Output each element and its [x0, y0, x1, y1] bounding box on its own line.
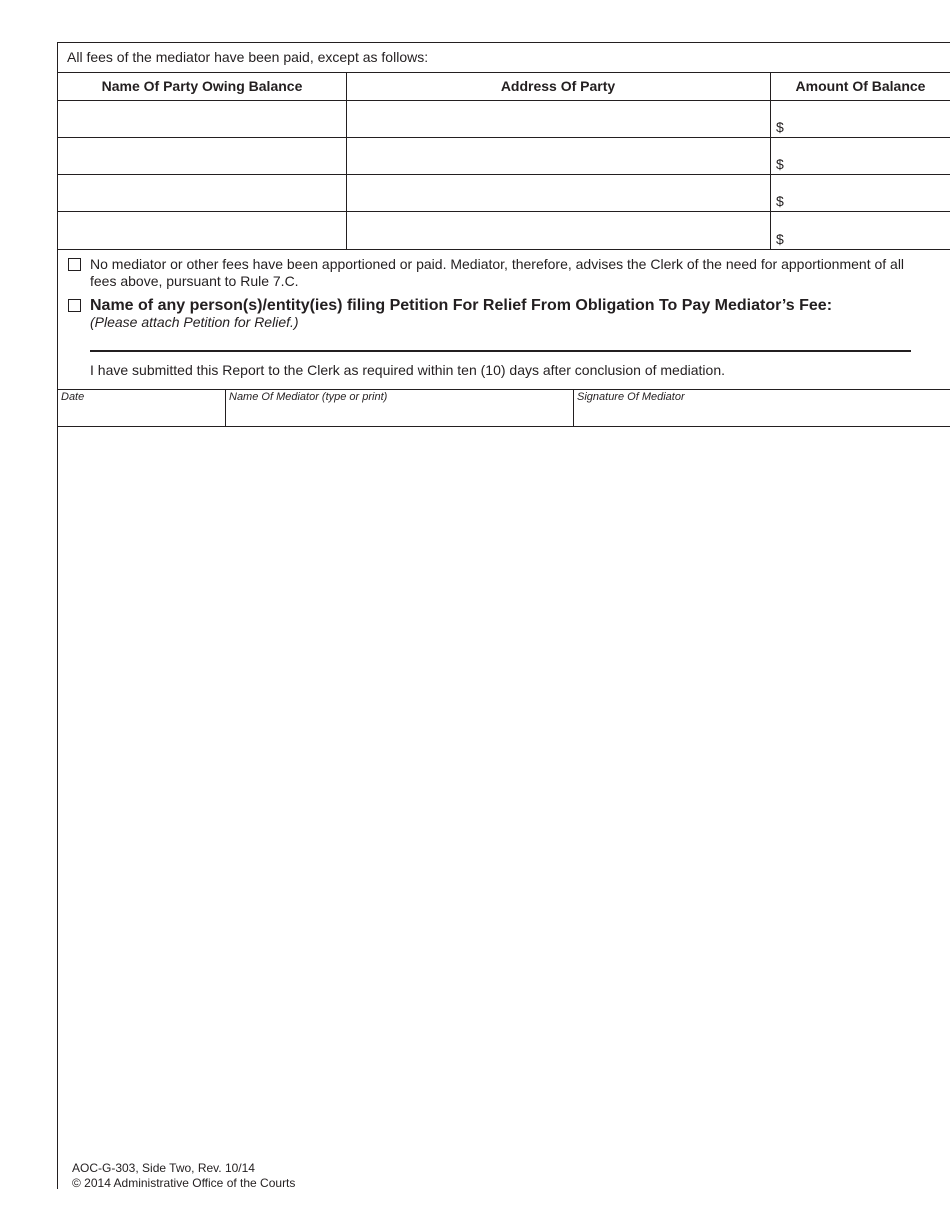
mediator-signature-label: Signature Of Mediator	[577, 391, 685, 403]
form-number: AOC-G-303, Side Two, Rev. 10/14	[72, 1161, 255, 1175]
party-name-field-3[interactable]	[59, 175, 345, 211]
signature-block-divider	[573, 389, 574, 426]
party-name-field-1[interactable]	[59, 101, 345, 137]
balance-amount-field-2[interactable]: $	[776, 156, 784, 172]
mediator-fee-form	[57, 42, 950, 1189]
party-address-field-4[interactable]	[347, 212, 769, 249]
header-party-name: Name Of Party Owing Balance	[101, 78, 303, 94]
balance-amount-field-4[interactable]: $	[776, 231, 784, 247]
petition-names-field[interactable]	[90, 332, 911, 350]
no-fees-checkbox[interactable]	[68, 258, 81, 271]
header-party-address: Address Of Party	[500, 78, 616, 94]
mediator-name-field[interactable]	[227, 404, 572, 425]
party-name-field-4[interactable]	[59, 212, 345, 249]
table-top-border	[58, 72, 950, 73]
signature-block-top-border	[58, 389, 950, 390]
date-field[interactable]	[59, 404, 224, 425]
balance-amount-field-3[interactable]: $	[776, 193, 784, 209]
party-address-field-1[interactable]	[347, 101, 769, 137]
petition-note: (Please attach Petition for Relief.)	[90, 314, 299, 330]
date-label: Date	[61, 391, 85, 403]
copyright-notice: © 2014 Administrative Office of the Courts	[72, 1176, 296, 1190]
table-column-divider	[770, 72, 771, 249]
mediator-name-label: Name Of Mediator (type or print)	[229, 391, 388, 403]
mediator-signature-field[interactable]	[575, 404, 950, 425]
intro-text: All fees of the mediator have been paid, except as follows:	[67, 49, 429, 65]
table-bottom-border	[58, 249, 950, 250]
petition-text: Name of any person(s)/entity(ies) filing Petition For Relief From Obligation To Pay Mediator’s Fee:	[90, 297, 833, 314]
party-name-field-2[interactable]	[59, 138, 345, 174]
party-address-field-2[interactable]	[347, 138, 769, 174]
petition-checkbox[interactable]	[68, 299, 81, 312]
petition-names-line	[90, 350, 911, 352]
signature-block-divider	[225, 389, 226, 426]
no-fees-text: No mediator or other fees have been apportioned or paid. Mediator, therefore, advises the Clerk of the need for apportionment of all fees above, pursuant to Rule 7.C.	[90, 256, 905, 289]
balance-amount-field-1[interactable]: $	[776, 119, 784, 135]
signature-block-bottom-border	[58, 426, 950, 427]
header-balance-amount: Amount Of Balance	[795, 78, 926, 94]
party-address-field-3[interactable]	[347, 175, 769, 211]
certification-text: I have submitted this Report to the Clerk as required within ten (10) days after conclusion of mediation.	[90, 362, 725, 378]
